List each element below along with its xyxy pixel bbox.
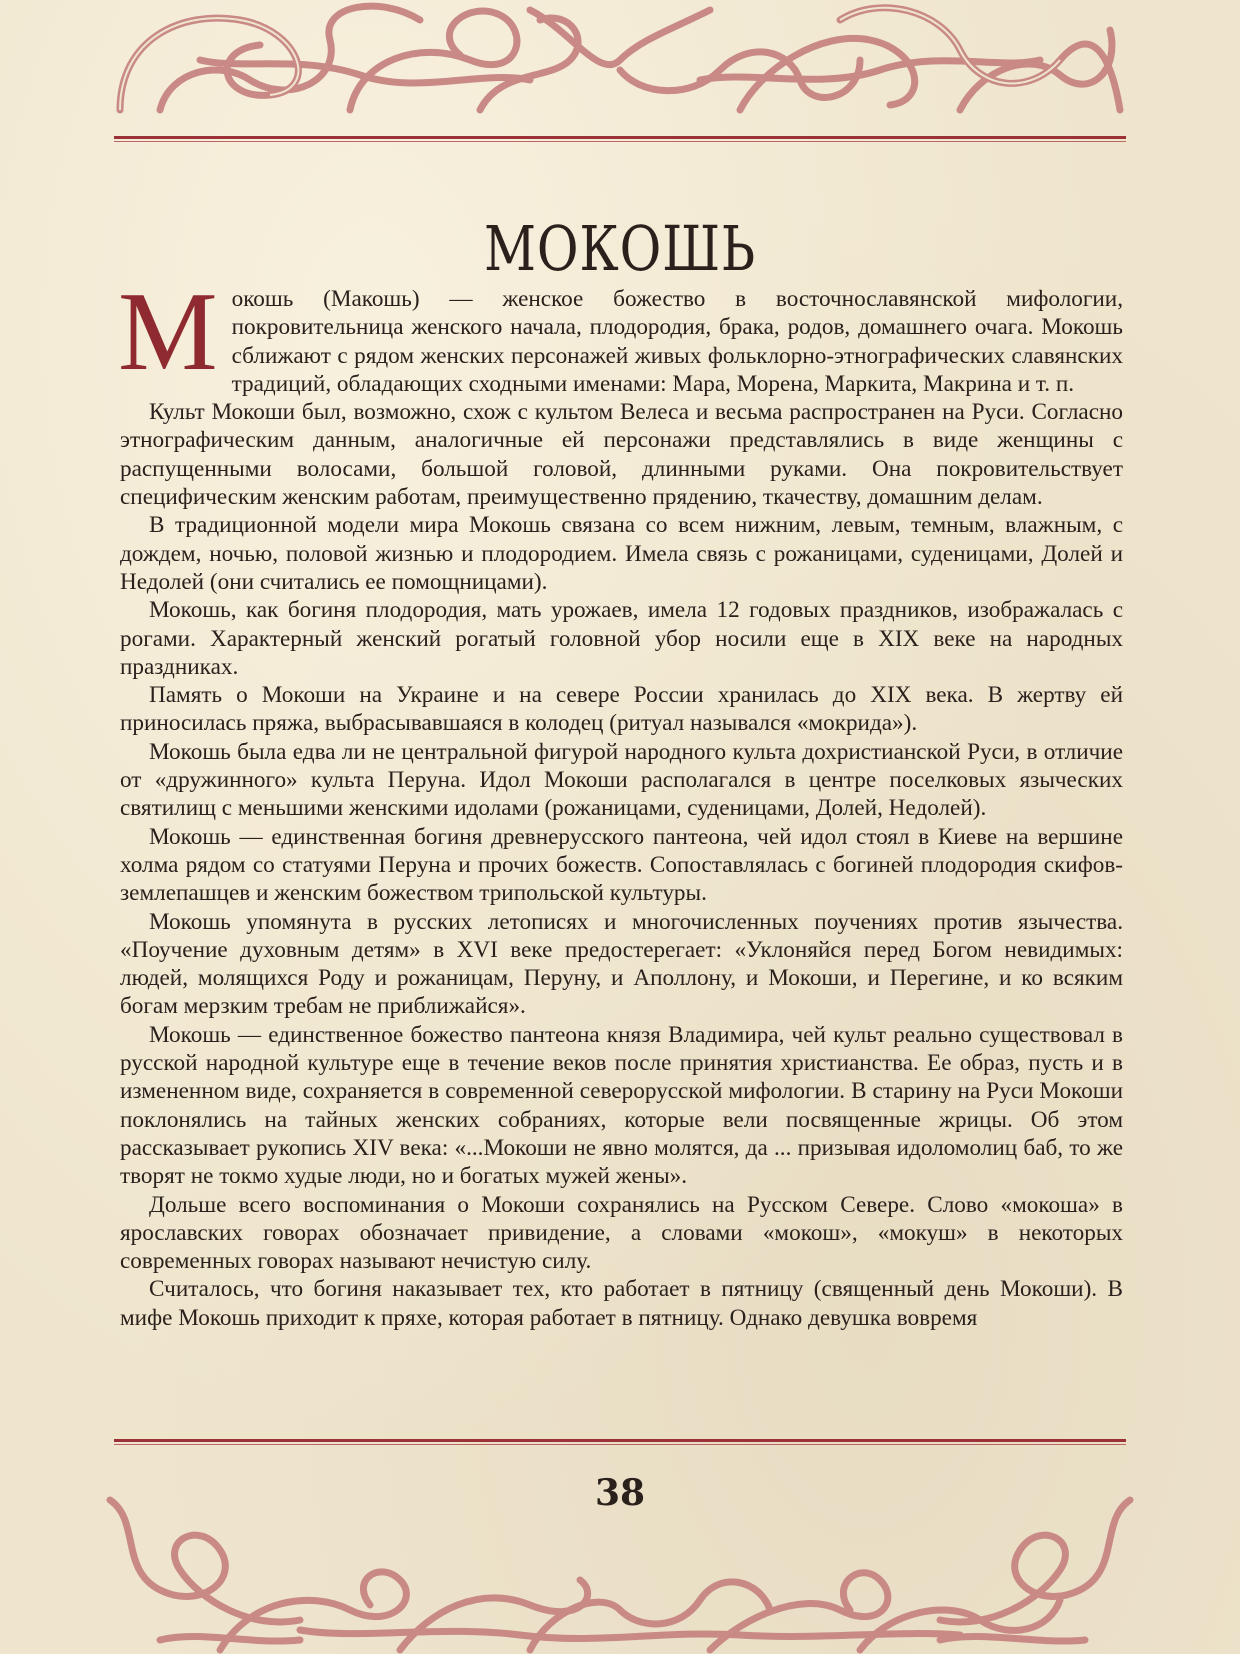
paragraph xyxy=(118,270,1123,398)
paragraph: В традиционной модели мира Мокошь связана со всем нижним, левым, темным, влажным, с дождем, ночью, половой жизнью и плодородием. Имела связь с рожаницами, суденицами, Долей и Недолей (они считались ее помощницами). xyxy=(120,512,1123,595)
paragraph: Память о Мокоши на Украине и на севере России хранилась до XIX века. В жертву ей приносилась пряжа, выбрасывавшаяся в колодец (ритуал назывался «мокрида»). xyxy=(120,682,1123,737)
article-body xyxy=(118,270,1123,1332)
paragraph: Мокошь — единственная богиня древнерусского пантеона, чей идол стоял в Киеве на вершине холма рядом со статуями Перуна и прочих божеств. Сопоставлялась с богиней плодородия скифов-землепашцев и женским божеством трипольской культуры. xyxy=(120,823,1123,907)
top-divider-rule xyxy=(114,136,1126,143)
drop-cap: М xyxy=(118,270,218,394)
paragraph: Мокошь упомянута в русских летописях и многочисленных поучениях против язычества. «Поучение духовным детям» в XVI веке предостерегает: «Уклоняйся перед Богом невидимых: людей, молящихся Роду и рожаницам, Перуну, и Аполлону, и Мокоши, и Перегине, и ко всяким богам мерзким требам не приближайся». xyxy=(120,908,1123,1020)
paragraph-text: окошь (Макошь) — женское божество в восточнославянской мифологии, покровительница женского начала, плодородия, брака, родов, домашнего очага. Мокошь сближают с рядом женских персонажей живых фольклорно-этнографических славянских традиций, обладающих сходными именами: Мара, Морена, Маркита, Макрина и т. п. xyxy=(231,286,1123,397)
paragraph: Дольше всего воспоминания о Мокоши сохранялись на Русском Севере. Слово «мокоша» в ярославских говорах обозначает привидение, а словами «мокош», «мокуш» в некоторых современных говорах называют нечистую силу. xyxy=(120,1191,1123,1275)
top-ornament-border xyxy=(100,0,1140,120)
paragraph: Мокошь, как богиня плодородия, мать урожаев, имела 12 годовых праздников, изображалась с рогами. Характерный женский рогатый головной убор носили еще в XIX веке на народных праздниках. xyxy=(120,597,1123,680)
paragraph: Считалось, что богиня наказывает тех, кто работает в пятницу (священный день Мокоши). В мифе Мокошь приходит к пряхе, которая работает в пятницу. Однако девушка вовремя xyxy=(120,1276,1123,1331)
paragraph: Мокошь была едва ли не центральной фигурой народного культа дохристианской Руси, в отличие от «дружинного» культа Перуна. Идол Мокоши располагался в центре поселковых языческих святилищ с меньшими женскими идолами (рожаницами, суденицами, Долей, Недолей). xyxy=(120,738,1123,822)
bottom-divider-rule xyxy=(114,1439,1126,1446)
paragraph: Культ Мокоши был, возможно, схож с культом Велеса и весьма распространен на Руси. Согласно этнографическим данным, аналогичные ей персонажи представлялись в виде женщины с распущенными волосами, большой головой, длинными руками. Она покровительствует специфическим женским работам, преимущественно прядению, ткачеству, домашним делам. xyxy=(120,399,1123,511)
page-title: МОКОШЬ xyxy=(484,211,756,285)
page-number: 38 xyxy=(594,1472,646,1514)
paragraph: Мокошь — единственное божество пантеона князя Владимира, чей культ реально существовал в русской народной культуре еще в течение веков после принятия христианства. Ее образ, пусть и в измененном виде, сохраняется в современной северорусской мифологии. В старину на Руси Мокоши поклонялись на тайных женских собраниях, которые вели посвященные жрицы. Об этом рассказывает рукопись XIV века: «...Мокоши не явно молятся, да ... призывая идоломолиц баб, то же творят не токмо худые люди, но и богатых мужей жены». xyxy=(120,1021,1123,1190)
bottom-ornament-border xyxy=(100,1490,1140,1654)
